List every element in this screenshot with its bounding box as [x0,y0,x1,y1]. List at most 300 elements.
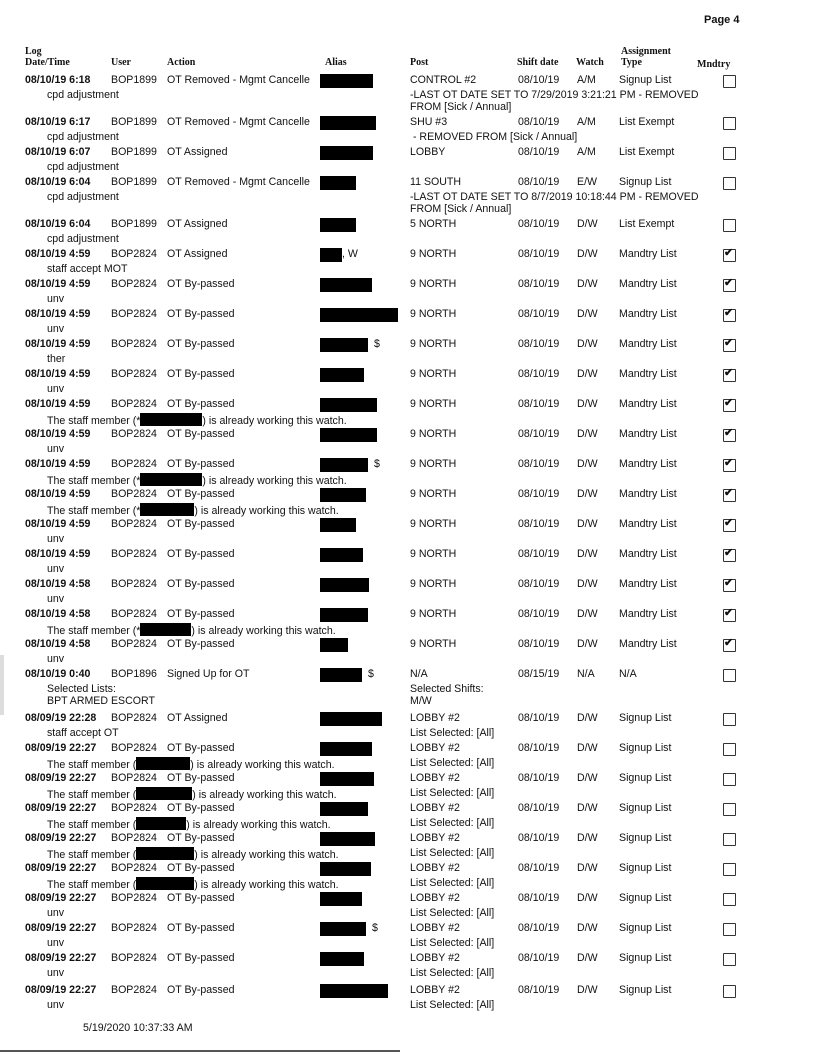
note-text: staff accept OT [47,727,119,739]
note-text-after: ) is already working this watch. [191,625,336,637]
log-watch: D/W [577,578,598,590]
header-post: Post [410,57,429,68]
log-note [47,503,339,517]
mandatory-checkbox [723,579,736,592]
log-assignment-type: Mandtry List [619,578,677,590]
log-assignment-type: Mandtry List [619,428,677,440]
mandatory-checkbox [723,117,736,130]
log-shift-date: 08/10/19 [518,952,560,964]
note-text: unv [47,937,65,949]
log-shift-date: 08/10/19 [518,832,560,844]
log-date: 08/09/19 22:27 [25,772,97,784]
header-log: Log [25,46,42,57]
alias-redaction [320,176,356,190]
log-action: OT By-passed [167,892,235,904]
log-date: 08/09/19 22:27 [25,862,97,874]
log-shift-date: 08/10/19 [518,984,560,996]
log-user: BOP2824 [111,712,157,724]
log-user: BOP2824 [111,638,157,650]
alias-redaction [320,398,377,412]
log-user: BOP2824 [111,458,157,470]
log-user: BOP2824 [111,398,157,410]
log-note [47,937,64,949]
log-action: OT By-passed [167,278,235,290]
log-date: 08/10/19 6:04 [25,218,91,230]
note-redaction [136,817,186,830]
log-watch: D/W [577,308,598,320]
log-post: LOBBY [410,146,446,158]
log-shift-date: 08/10/19 [518,74,560,86]
log-note [47,323,64,335]
post-note: - REMOVED FROM [Sick / Annual] [410,131,578,143]
log-user: BOP2824 [111,548,157,560]
log-shift-date: 08/10/19 [518,116,560,128]
mandatory-checkbox [723,893,736,906]
mandatory-checkbox [723,923,736,936]
note-text: unv [47,967,65,979]
log-watch: D/W [577,952,598,964]
note-redaction [140,413,202,426]
log-post: 9 NORTH [410,368,457,380]
mandatory-checkbox [723,639,736,652]
log-post: CONTROL #2 [410,74,477,86]
log-shift-date: 08/10/19 [518,608,560,620]
post-note: List Selected: [All] [410,907,495,919]
log-post: 11 SOUTH [410,176,462,188]
note-redaction [140,473,202,486]
log-post: 9 NORTH [410,488,457,500]
mandatory-checkbox [723,773,736,786]
log-watch: D/W [577,368,598,380]
log-assignment-type: Signup List [619,74,672,86]
log-post: 9 NORTH [410,548,457,560]
note-text: cpd adjustment [47,131,119,143]
log-assignment-type: N/A [619,668,637,680]
log-assignment-type: Mandtry List [619,398,677,410]
log-watch: D/W [577,278,598,290]
log-note [47,293,64,305]
log-assignment-type: Mandtry List [619,248,677,260]
log-assignment-type: Mandtry List [619,308,677,320]
log-post: SHU #3 [410,116,448,128]
mandatory-checkbox [723,279,736,292]
scan-artifact [0,655,4,715]
note-text: cpd adjustment [47,191,119,203]
log-post: 9 NORTH [410,398,457,410]
log-action: OT By-passed [167,638,235,650]
log-post: 5 NORTH [410,218,457,230]
log-note [47,353,65,365]
log-date: 08/10/19 4:59 [25,548,91,560]
log-watch: D/W [577,862,598,874]
alias-redaction [320,832,375,846]
log-date: 08/10/19 6:04 [25,176,91,188]
post-note: -LAST OT DATE SET TO 7/29/2019 3:21:21 PM - REMOVED FROM [Sick / Annual] [410,89,699,113]
log-watch: D/W [577,772,598,784]
mandatory-checkbox [723,519,736,532]
log-action: OT By-passed [167,832,235,844]
alias-suffix: $ [374,338,380,350]
log-date: 08/10/19 4:59 [25,308,91,320]
mandatory-checkbox [723,459,736,472]
alias-redaction [320,952,364,966]
mandatory-checkbox [723,489,736,502]
log-shift-date: 08/10/19 [518,308,560,320]
log-assignment-type: List Exempt [619,218,675,230]
log-watch: A/M [577,74,596,86]
note-text: unv [47,999,65,1011]
log-watch: D/W [577,892,598,904]
log-action: OT By-passed [167,984,235,996]
log-user: BOP1899 [111,74,157,86]
log-user: BOP2824 [111,248,157,260]
log-post: LOBBY #2 [410,832,460,844]
log-note [47,877,339,891]
log-post: 9 NORTH [410,248,457,260]
alias-redaction [320,218,356,232]
log-assignment-type: Signup List [619,802,672,814]
log-shift-date: 08/10/19 [518,548,560,560]
log-action: OT Assigned [167,248,228,260]
log-watch: D/W [577,638,598,650]
page-number: Page 4 [704,14,740,26]
log-shift-date: 08/10/19 [518,248,560,260]
log-action: OT By-passed [167,548,235,560]
log-shift-date: 08/10/19 [518,518,560,530]
mandatory-checkbox [723,609,736,622]
log-shift-date: 08/10/19 [518,802,560,814]
post-note: Selected Shifts: M/W [410,683,484,707]
note-text: The staff member ( [47,819,137,831]
log-date: 08/10/19 0:40 [25,668,91,680]
mandatory-checkbox [723,803,736,816]
log-note [47,443,64,455]
log-watch: A/M [577,146,596,158]
log-note [47,623,336,637]
log-action: OT By-passed [167,398,235,410]
alias-suffix: $ [374,458,380,470]
log-date: 08/10/19 4:58 [25,638,91,650]
note-text: unv [47,593,65,605]
log-shift-date: 08/10/19 [518,712,560,724]
log-post: 9 NORTH [410,278,457,290]
log-user: BOP2824 [111,518,157,530]
mandatory-checkbox [723,219,736,232]
header-datetime: Date/Time [25,57,70,68]
log-note [47,653,64,665]
log-watch: D/W [577,248,598,260]
log-post: LOBBY #2 [410,952,460,964]
mandatory-checkbox [723,429,736,442]
note-redaction [136,787,192,800]
mandatory-checkbox [723,147,736,160]
log-shift-date: 08/10/19 [518,218,560,230]
log-post: 9 NORTH [410,578,457,590]
log-action: OT By-passed [167,518,235,530]
note-text-after: ) is already working this watch. [202,475,347,487]
alias-redaction [320,862,371,876]
alias-redaction [320,772,374,786]
post-note: List Selected: [All] [410,937,495,949]
log-watch: A/M [577,116,596,128]
log-watch: D/W [577,984,598,996]
log-shift-date: 08/10/19 [518,278,560,290]
log-user: BOP1899 [111,176,157,188]
alias-redaction [320,742,372,756]
log-watch: D/W [577,608,598,620]
log-watch: D/W [577,832,598,844]
log-note [47,757,335,771]
log-assignment-type: Signup List [619,832,672,844]
log-assignment-type: Mandtry List [619,458,677,470]
post-note: List Selected: [All] [410,817,495,829]
log-user: BOP2824 [111,368,157,380]
log-note [47,161,119,173]
log-date: 08/10/19 6:07 [25,146,91,158]
log-shift-date: 08/10/19 [518,428,560,440]
log-assignment-type: Signup List [619,712,672,724]
alias-redaction [320,458,368,472]
report-timestamp: 5/19/2020 10:37:33 AM [83,1022,193,1034]
note-text-after: ) is already working this watch. [194,505,339,517]
log-assignment-type: Mandtry List [619,368,677,380]
alias-redaction [320,428,377,442]
note-text: cpd adjustment [47,233,119,245]
log-shift-date: 08/10/19 [518,176,560,188]
header-assignment: Assignment [621,46,672,57]
alias-redaction [320,892,362,906]
log-date: 08/09/19 22:27 [25,742,97,754]
note-text-after: ) is already working this watch. [194,879,339,891]
alias-redaction [320,146,373,160]
note-text: unv [47,293,65,305]
log-assignment-type: Signup List [619,772,672,784]
log-shift-date: 08/10/19 [518,488,560,500]
log-date: 08/10/19 4:59 [25,518,91,530]
log-shift-date: 08/15/19 [518,668,560,680]
post-note: List Selected: [All] [410,757,495,769]
scan-artifact-line [0,1050,400,1052]
post-note: List Selected: [All] [410,847,495,859]
alias-redaction [320,338,368,352]
log-assignment-type: Mandtry List [619,608,677,620]
log-assignment-type: Signup List [619,862,672,874]
log-date: 08/10/19 6:17 [25,116,91,128]
log-date: 08/10/19 4:58 [25,578,91,590]
log-note [47,383,64,395]
log-action: OT By-passed [167,428,235,440]
log-action: OT Assigned [167,218,228,230]
mandatory-checkbox [723,339,736,352]
log-watch: D/W [577,458,598,470]
note-text: unv [47,323,65,335]
log-watch: N/A [577,668,595,680]
log-user: BOP2824 [111,428,157,440]
log-user: BOP2824 [111,608,157,620]
header-alias: Alias [325,57,347,68]
post-note: List Selected: [All] [410,787,495,799]
note-text: ther [47,353,66,365]
log-user: BOP2824 [111,338,157,350]
log-action: OT By-passed [167,742,235,754]
note-text: Selected Lists: BPT ARMED ESCORT [47,683,155,707]
log-user: BOP1899 [111,116,157,128]
mandatory-checkbox [723,669,736,682]
note-text: unv [47,653,65,665]
log-post: 9 NORTH [410,428,457,440]
note-text: The staff member ( [47,879,137,891]
log-date: 08/10/19 4:59 [25,458,91,470]
log-action: OT Removed - Mgmt Cancelle [167,74,310,86]
log-note [47,263,127,275]
alias-redaction [320,308,398,322]
alias-redaction [320,608,368,622]
log-assignment-type: Mandtry List [619,548,677,560]
mandatory-checkbox [723,713,736,726]
log-watch: D/W [577,922,598,934]
log-action: OT Assigned [167,712,228,724]
log-date: 08/10/19 4:58 [25,608,91,620]
log-shift-date: 08/10/19 [518,922,560,934]
log-assignment-type: List Exempt [619,146,675,158]
note-redaction [140,503,194,516]
note-text: The staff member ( [47,789,137,801]
log-date: 08/10/19 4:59 [25,368,91,380]
log-date: 08/10/19 4:59 [25,248,91,260]
log-post: 9 NORTH [410,338,457,350]
log-shift-date: 08/10/19 [518,892,560,904]
log-watch: D/W [577,218,598,230]
log-assignment-type: Mandtry List [619,488,677,500]
alias-suffix: $ [372,922,378,934]
log-action: OT By-passed [167,578,235,590]
alias-redaction [320,518,356,532]
log-action: OT By-passed [167,458,235,470]
log-assignment-type: Signup List [619,176,672,188]
mandatory-checkbox [723,75,736,88]
log-action: OT By-passed [167,488,235,500]
post-note: List Selected: [All] [410,727,495,739]
alias-redaction [320,668,362,682]
post-note: List Selected: [All] [410,877,495,889]
alias-suffix: , W [342,248,358,260]
note-text: cpd adjustment [47,89,119,101]
log-user: BOP2824 [111,578,157,590]
log-user: BOP2824 [111,308,157,320]
log-note [47,533,64,545]
log-watch: D/W [577,712,598,724]
log-post: 9 NORTH [410,608,457,620]
note-text-after: ) is already working this watch. [192,789,337,801]
log-action: OT By-passed [167,368,235,380]
log-date: 08/09/19 22:27 [25,892,97,904]
log-action: OT By-passed [167,802,235,814]
log-user: BOP2824 [111,488,157,500]
log-action: OT By-passed [167,922,235,934]
log-shift-date: 08/10/19 [518,578,560,590]
log-assignment-type: Signup List [619,892,672,904]
log-shift-date: 08/10/19 [518,458,560,470]
log-date: 08/09/19 22:27 [25,802,97,814]
log-note [47,727,119,739]
log-user: BOP1899 [111,146,157,158]
mandatory-checkbox [723,369,736,382]
log-assignment-type: Mandtry List [619,638,677,650]
alias-redaction [320,638,348,652]
alias-redaction [320,248,342,262]
note-text-after: ) is already working this watch. [194,849,339,861]
note-redaction [136,877,194,890]
log-note [47,817,331,831]
note-text: The staff member ( [47,849,137,861]
alias-redaction [320,488,366,502]
log-assignment-type: Signup List [619,742,672,754]
log-assignment-type: Mandtry List [619,278,677,290]
log-post: 9 NORTH [410,638,457,650]
log-date: 08/10/19 4:59 [25,278,91,290]
alias-redaction [320,578,369,592]
log-note [47,233,119,245]
log-user: BOP2824 [111,802,157,814]
log-action: OT By-passed [167,862,235,874]
note-text: unv [47,383,65,395]
log-watch: E/W [577,176,598,188]
alias-redaction [320,712,382,726]
log-shift-date: 08/10/19 [518,862,560,874]
log-post: 9 NORTH [410,308,457,320]
note-text: The staff member (* [47,415,141,427]
mandatory-checkbox [723,309,736,322]
header-watch: Watch [576,57,604,68]
log-post: LOBBY #2 [410,712,460,724]
note-redaction [136,757,190,770]
alias-redaction [320,922,366,936]
log-note [47,967,64,979]
note-text: unv [47,907,65,919]
log-date: 08/10/19 4:59 [25,428,91,440]
log-date: 08/10/19 4:59 [25,338,91,350]
log-note [47,999,64,1011]
note-text-after: ) is already working this watch. [190,759,335,771]
log-user: BOP2824 [111,278,157,290]
log-user: BOP2824 [111,742,157,754]
log-assignment-type: Mandtry List [619,518,677,530]
log-action: OT By-passed [167,772,235,784]
log-note [47,89,119,101]
log-post: 9 NORTH [410,458,457,470]
log-note [47,787,337,801]
log-user: BOP1896 [111,668,157,680]
note-text: unv [47,563,65,575]
log-action: OT Assigned [167,146,228,158]
alias-redaction [320,984,388,998]
log-note [47,563,64,575]
log-assignment-type: List Exempt [619,116,675,128]
log-date: 08/10/19 4:59 [25,488,91,500]
mandatory-checkbox [723,833,736,846]
log-post: LOBBY #2 [410,892,460,904]
log-user: BOP1899 [111,218,157,230]
log-shift-date: 08/10/19 [518,398,560,410]
log-user: BOP2824 [111,952,157,964]
note-text: staff accept MOT [47,263,128,275]
log-post: LOBBY #2 [410,862,460,874]
log-user: BOP2824 [111,892,157,904]
log-user: BOP2824 [111,922,157,934]
log-assignment-type: Signup List [619,984,672,996]
log-shift-date: 08/10/19 [518,638,560,650]
note-redaction [140,623,191,636]
